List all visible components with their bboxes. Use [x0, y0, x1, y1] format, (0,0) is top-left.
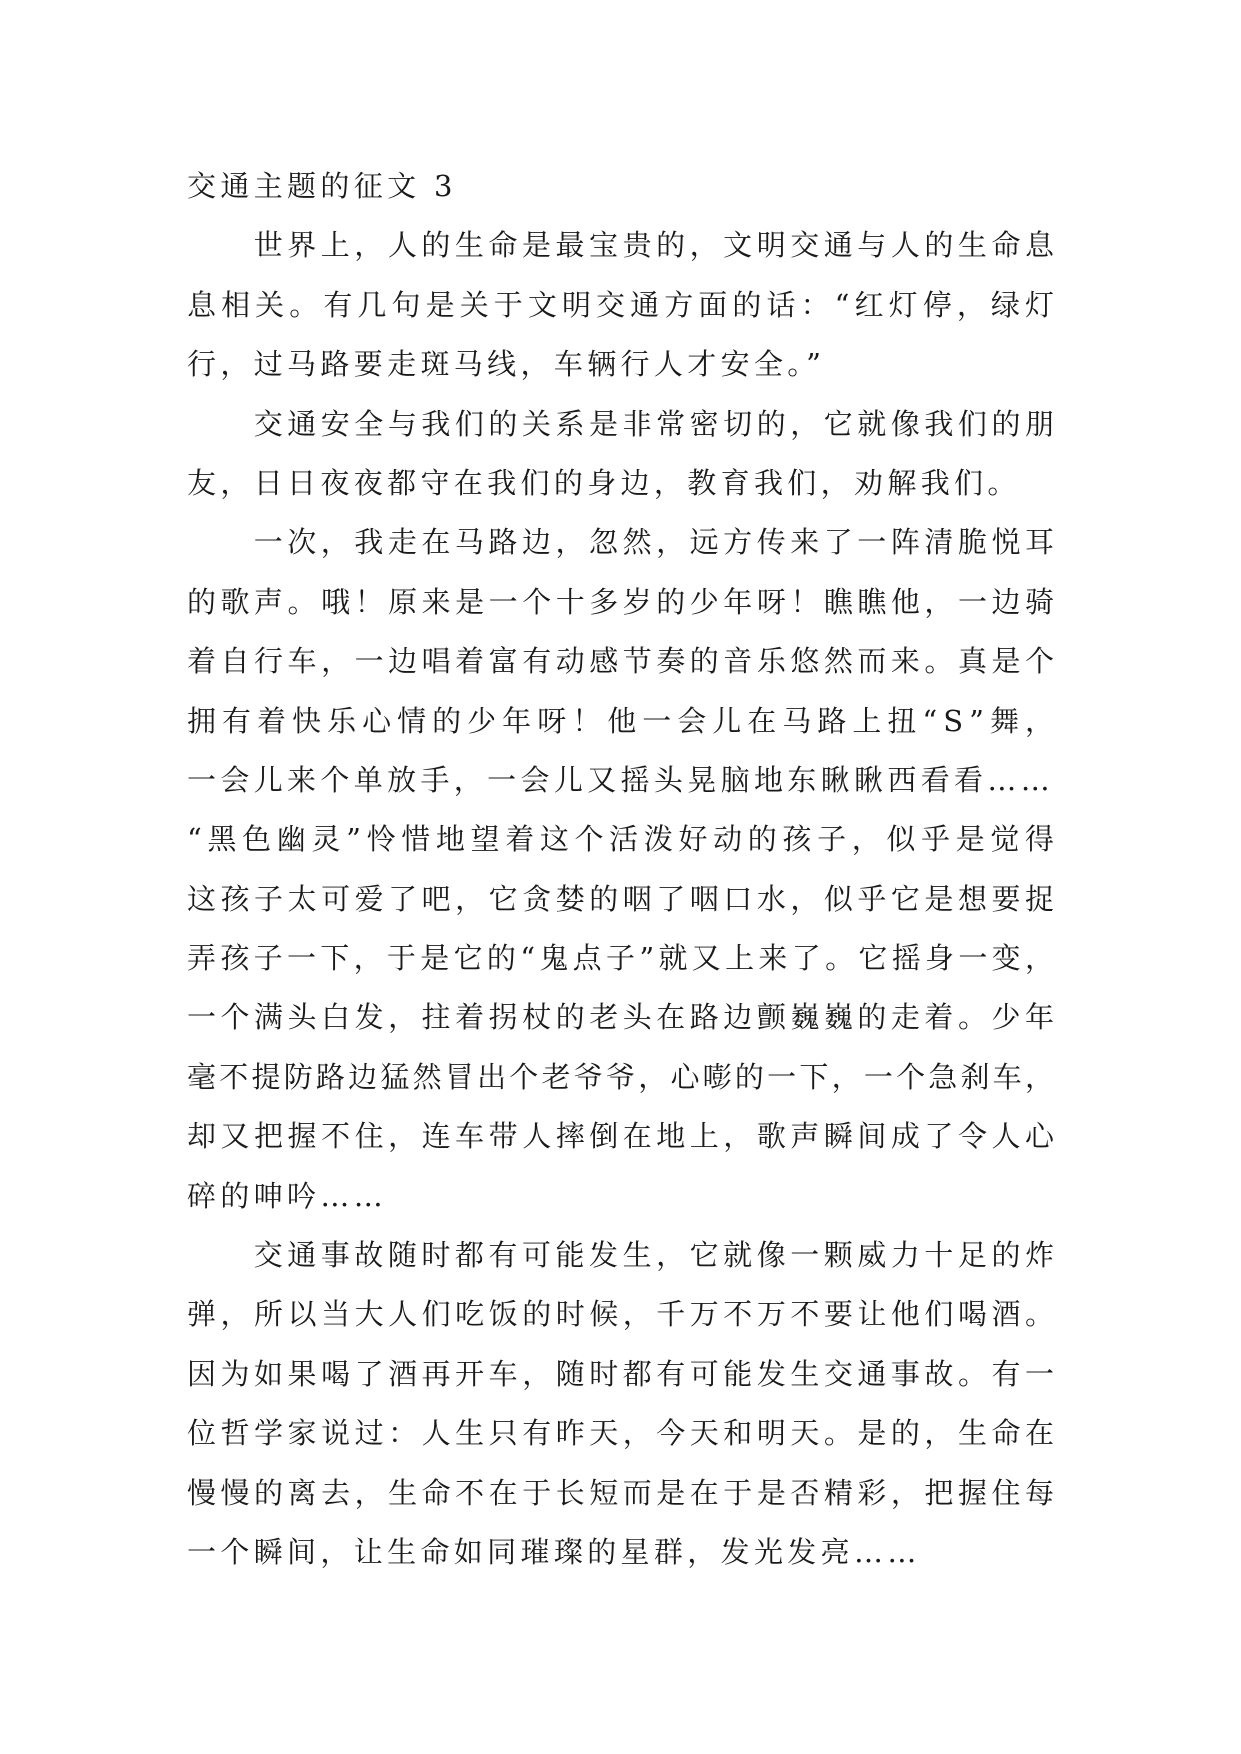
- paragraph-line: 拥有着快乐心情的少年呀！他一会儿在马路上扭“S”舞，: [187, 703, 1061, 738]
- paragraph: [187, 513, 1061, 1226]
- paragraph-line: 一会儿来个单放手，一会儿又摇头晃脑地东瞅瞅西看看……: [187, 762, 1055, 797]
- paragraph-line: 一个瞬间，让生命如同璀璨的星群，发光发亮……: [187, 1534, 921, 1569]
- paragraph-line: 交通事故随时都有可能发生，它就像一颗威力十足的炸: [253, 1238, 1059, 1273]
- paragraph: [187, 1226, 1059, 1582]
- paragraph-line: 位哲学家说过：人生只有昨天，今天和明天。是的，生命在: [187, 1416, 1059, 1451]
- paragraph-line: 却又把握不住，连车带人摔倒在地上，歌声瞬间成了令人心: [187, 1119, 1059, 1154]
- paragraph-line: 着自行车，一边唱着富有动感节奏的音乐悠然而来。真是个: [187, 644, 1059, 679]
- paragraph-line: 毫不提防路边猛然冒出个老爷爷，心嘭的一下，一个急刹车，: [187, 1059, 1058, 1094]
- paragraph-line: 这孩子太可爱了吧，它贪婪的咽了咽口水，似乎它是想要捉: [187, 881, 1059, 916]
- paragraph-line: 的歌声。哦！原来是一个十多岁的少年呀！瞧瞧他，一边骑: [187, 584, 1059, 619]
- paragraph-line: 友，日日夜夜都守在我们的身边，教育我们，劝解我们。: [187, 465, 1021, 500]
- paragraph-line: 息相关。有几句是关于文明交通方面的话：“红灯停，绿灯: [187, 287, 1060, 322]
- paragraph-line: 交通安全与我们的关系是非常密切的，它就像我们的朋: [253, 406, 1059, 441]
- paragraph: [187, 216, 1060, 394]
- paragraph-line: 世界上，人的生命是最宝贵的，文明交通与人的生命息: [253, 228, 1059, 263]
- paragraph-line: 一次，我走在马路边，忽然，远方传来了一阵清脆悦耳: [253, 525, 1059, 560]
- paragraph-line: 慢慢的离去，生命不在于长短而是在于是否精彩，把握住每: [187, 1475, 1059, 1510]
- paragraph-line: 碎的呻吟……: [187, 1178, 388, 1213]
- paragraph-line: 一个满头白发，拄着拐杖的老头在路边颤巍巍的走着。少年: [187, 1000, 1059, 1035]
- paragraph-line: 行，过马路要走斑马线，车辆行人才安全。”: [187, 347, 826, 382]
- paragraph-line: 因为如果喝了酒再开车，随时都有可能发生交通事故。有一: [187, 1356, 1059, 1391]
- document-body: [187, 157, 1061, 1582]
- paragraph-line: 弄孩子一下，于是它的“鬼点子”就又上来了。它摇身一变，: [187, 941, 1059, 976]
- paragraph-line: 弹，所以当大人们吃饭的时候，千万不万不要让他们喝酒。: [187, 1297, 1059, 1332]
- paragraph: [187, 395, 1059, 514]
- paragraph-line: “黑色幽灵”怜惜地望着这个活泼好动的孩子，似乎是觉得: [187, 822, 1060, 857]
- document-title: 交通主题的征文 3: [187, 169, 457, 203]
